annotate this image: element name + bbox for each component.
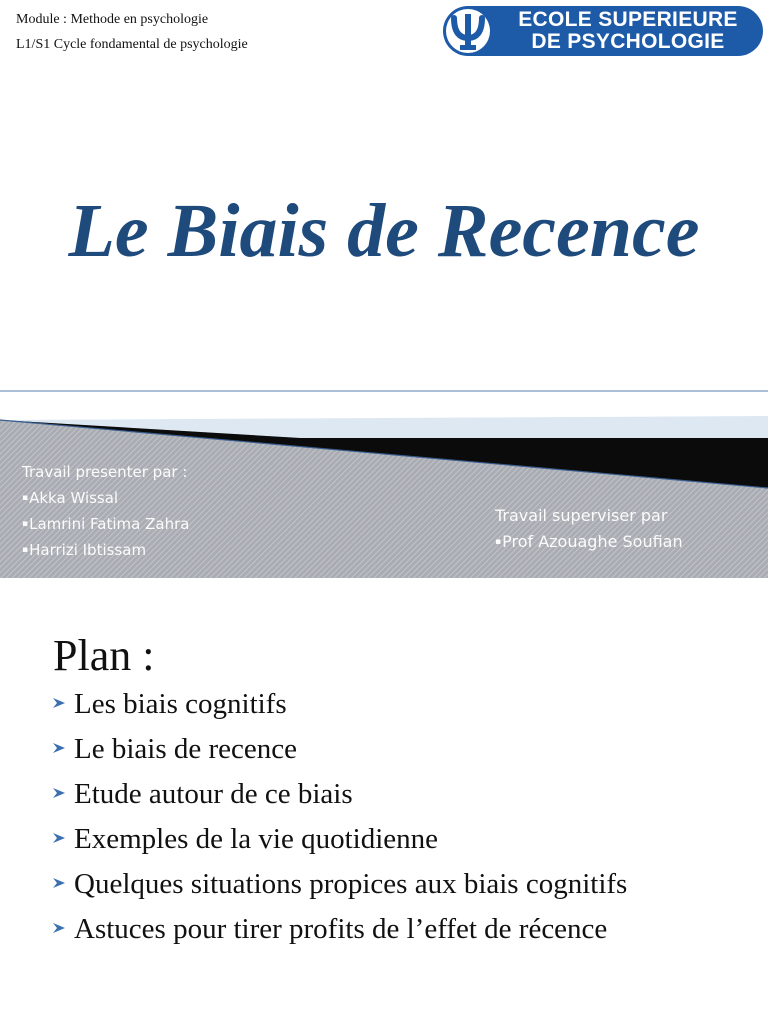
school-logo — [443, 6, 763, 56]
plan-item: Les biais cognitifs — [52, 688, 752, 720]
supervisor-block — [495, 503, 683, 555]
arrow-bullet-icon — [52, 741, 66, 755]
supervisor-item: ▪Prof Azouaghe Soufian — [495, 532, 683, 551]
plan-heading: Plan : — [53, 631, 155, 680]
plan-slide — [0, 578, 768, 1024]
plan-item: Quelques situations propices aux biais cognitifs — [52, 868, 752, 900]
presenter-item: ▪Harrizi Ibtissam — [22, 541, 147, 559]
arrow-bullet-icon — [52, 831, 66, 845]
presenters-heading: Travail presenter par : — [22, 463, 188, 481]
plan-item: Le biais de recence — [52, 733, 752, 765]
presenters-block — [22, 459, 189, 563]
slide-title: Le Biais de Recence — [68, 189, 700, 273]
plan-item: Etude autour de ce biais — [52, 778, 752, 810]
logo-line2: DE PSYCHOLOGIE — [531, 30, 725, 53]
arrow-bullet-icon — [52, 921, 66, 935]
supervisor-heading: Travail superviser par — [495, 506, 668, 525]
plan-item: Exemples de la vie quotidienne — [52, 823, 752, 855]
plan-list — [52, 688, 752, 958]
cycle-label: L1/S1 Cycle fondamental de psychologie — [16, 37, 248, 52]
arrow-bullet-icon — [52, 786, 66, 800]
presenter-item: ▪Lamrini Fatima Zahra — [22, 515, 190, 533]
psi-icon — [446, 9, 490, 53]
arrow-bullet-icon — [52, 696, 66, 710]
arrow-bullet-icon — [52, 876, 66, 890]
module-label: Module : Methode en psychologie — [16, 12, 209, 27]
logo-line1: ECOLE SUPERIEURE — [518, 8, 738, 31]
plan-item: Astuces pour tirer profits de l’effet de récence — [52, 913, 752, 945]
presenter-item: ▪Akka Wissal — [22, 489, 119, 507]
